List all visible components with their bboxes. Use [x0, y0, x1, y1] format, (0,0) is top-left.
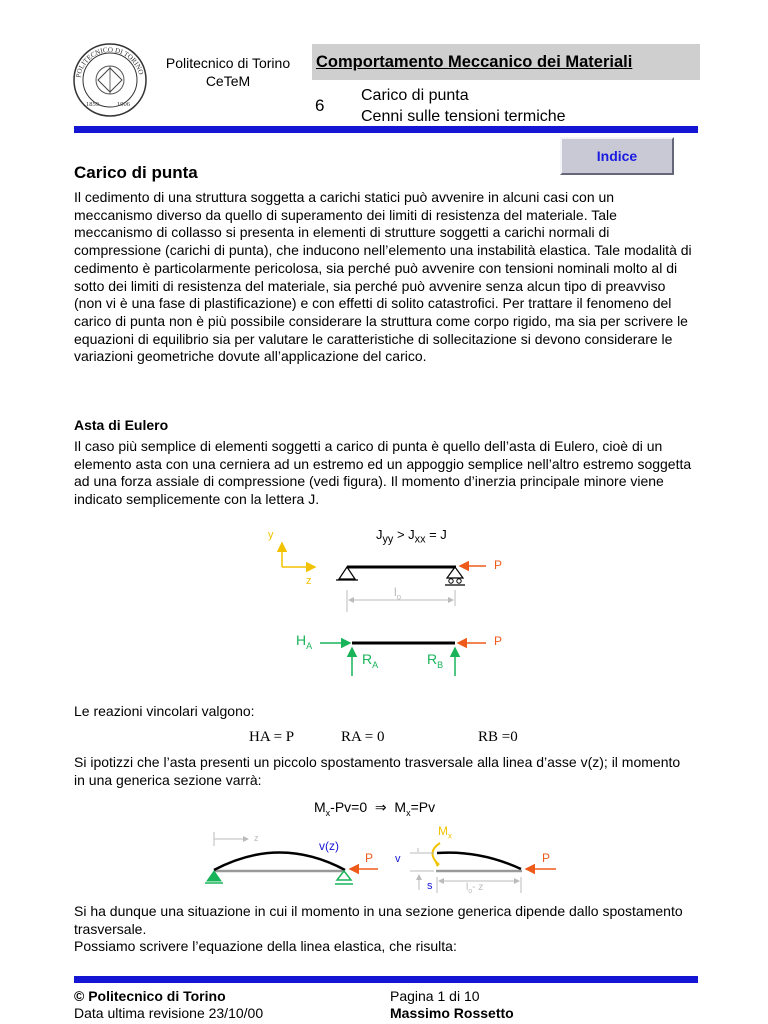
reaction-RA-label: $R_A$ — [362, 651, 379, 670]
institution-line1: Politecnico di Torino — [165, 55, 291, 71]
moment-label: $M_x$ — [438, 824, 452, 841]
reaction-RB-label: $R_B$ — [427, 651, 444, 670]
conclusion-paragraph — [74, 903, 694, 956]
reaction-rb-value: RB =0 — [478, 729, 518, 745]
fig2-load-P-label-2: P — [542, 851, 551, 865]
inertia-relation: $J_{yy} > J_{xx} = J$ — [376, 527, 447, 546]
cut-deflected-beam — [437, 853, 521, 869]
reaction-ra-value: RA = 0 — [341, 729, 385, 745]
conclusion-line1: Si ha dunque una situazione in cui il momento in una sezione generica dipende dallo spostamento trasversale. — [74, 903, 683, 937]
pin-support-icon — [336, 567, 358, 580]
chapter-title-line1: Carico di punta — [361, 87, 469, 104]
footer-divider — [74, 976, 698, 983]
roller-support-icon — [445, 567, 465, 585]
header-divider — [74, 126, 698, 133]
s-label: s — [427, 880, 433, 892]
reactions-intro: Le reazioni vincolari valgono: — [74, 703, 255, 719]
footer-left — [74, 988, 263, 1022]
axis-z-label: z — [306, 575, 312, 587]
reaction-ha-value: HA = P — [249, 729, 295, 745]
footer-author: Massimo Rossetto — [390, 1005, 514, 1021]
footer-revision: Data ultima revisione 23/10/00 — [74, 1005, 264, 1021]
z-axis-indicator — [214, 832, 248, 846]
institution-name — [148, 54, 308, 90]
footer-page: Pagina 1 di 10 — [390, 988, 480, 1004]
section1-paragraph: Il cedimento di una struttura soggetta a carichi statici può avvenire in alcuni casi con un meccanismo diverso da quello di superamento dei limiti di resistenza del materiale. Tale meccanismo di collasso si presenta in elementi di strutture soggetti a carichi normali di compressione (carichi di punta), che inducono nell’elemento una instabilità elastica. Tale modalità di cedimento è particolarmente pericolosa, sia perché può avvenire con tensioni nominali molto al di sotto dei limiti di resistenza del materiale, sia perché può avvenire senza alcun tipo di preavviso (non vi è una fase di plastificazione) e con effetti di solito catastrofici. Per trattare il fenomeno del carico di punta non è più possibile considerare la struttura come corpo rigido, ma sia per scrivere le equazioni di equilibrio sia per valutare le caratteristiche di sollecitazione si devono considerare le variazioni geometriche dovute all’applicazione del carico. — [74, 189, 692, 365]
footer-copyright: © Politecnico di Torino — [74, 988, 226, 1004]
chapter-title — [361, 85, 566, 127]
svg-text:POLITECNICO DI TORINO: POLITECNICO DI TORINO — [74, 45, 145, 79]
svg-text:1859: 1859 — [86, 101, 99, 108]
fig2-axis-z-label: z — [254, 833, 259, 843]
reaction-HA-label: $H_A$ — [296, 632, 313, 651]
section-title-asta-di-eulero: Asta di Eulero — [74, 417, 169, 433]
deflection-marker — [410, 848, 434, 871]
conclusion-line2: Possiamo scrivere l’equazione della linea elastica, che risulta: — [74, 938, 457, 955]
load-P-label: P — [494, 558, 503, 572]
fig2-v-label: v — [395, 853, 401, 865]
institution-line2: CeTeM — [205, 73, 251, 89]
svg-text:1906: 1906 — [117, 101, 130, 108]
fig2-length-label: $l_o-$ z — [466, 882, 484, 895]
length-label: $l_o$ — [394, 585, 402, 602]
moment-equation: $M_x-Pv=0$ ⇒ $M_x=Pv$ — [314, 799, 436, 818]
deflection-label: v(z) — [319, 839, 339, 853]
pin-support-icon-2 — [205, 871, 223, 883]
axes-icon — [282, 543, 315, 567]
moment-paragraph: Si ipotizzi che l’asta presenti un piccolo spostamento trasversale alla linea d’asse v(z); il momento in una generica sezione varrà: — [74, 754, 681, 788]
moment-arrow-icon — [432, 843, 440, 864]
deflected-beam — [214, 853, 345, 871]
axis-y-label: y — [268, 529, 274, 541]
roller-support-icon-2 — [335, 871, 353, 884]
section-title-carico-di-punta: Carico di punta — [74, 163, 198, 182]
seal-logo — [74, 44, 146, 116]
index-button[interactable]: Indice — [560, 137, 674, 175]
footer-right — [390, 988, 514, 1022]
load-P-label-2: P — [494, 634, 503, 648]
section2-paragraph: Il caso più semplice di elementi soggetti a carico di punta è quello dell’asta di Eulero, cioè di un elemento asta con una cerniera ad un estremo ed un appoggio semplice nell’altro estremo soggetta ad una forza assiale di compressione (vedi figura). Il momento d’inerzia principale minore viene indicato semplicemente con la lettera J. — [74, 438, 692, 508]
course-title: Comportamento Meccanico dei Materiali — [316, 53, 633, 71]
fig2-load-P-label: P — [365, 851, 374, 865]
chapter-number: 6 — [315, 96, 325, 115]
chapter-title-line2: Cenni sulle tensioni termiche — [361, 108, 566, 125]
